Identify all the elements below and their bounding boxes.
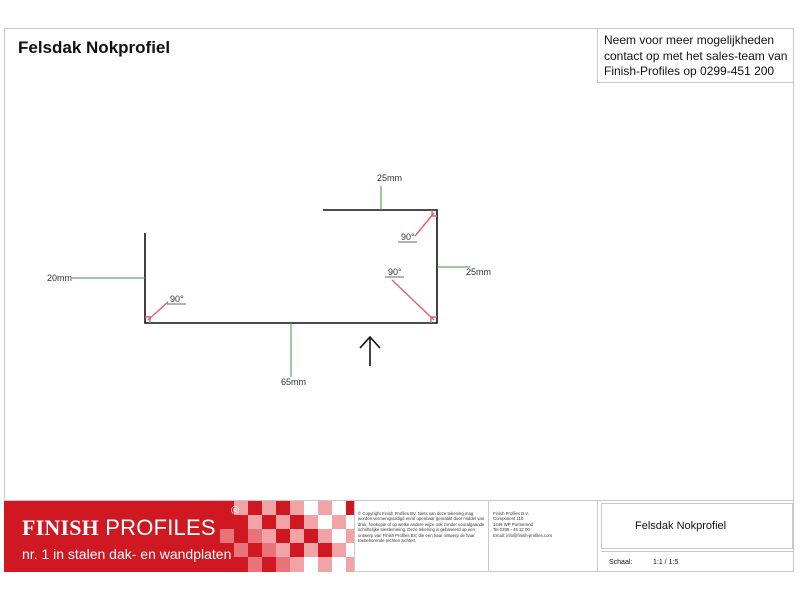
brand-name — [22, 515, 216, 541]
scale-label: Schaal: — [609, 559, 633, 566]
title-block-title: Felsdak Nokprofiel — [601, 503, 793, 549]
dimension-label-top: 25mm — [377, 173, 403, 183]
scale-value: 1:1 / 1:5 — [653, 559, 679, 566]
drawing-title: Felsdak Nokprofiel — [18, 38, 171, 57]
footer-divider — [597, 501, 598, 572]
company-logo — [4, 501, 354, 572]
brand-tagline: nr. 1 in stalen dak- en wandplaten — [22, 546, 232, 562]
angle-label: 90° — [401, 232, 415, 242]
footer-divider — [354, 501, 355, 572]
angle-line — [148, 302, 168, 320]
scale-row — [601, 551, 793, 571]
footer-title-block — [4, 500, 794, 572]
registered-mark: ® — [231, 505, 240, 517]
dimension-label-bottom: 65mm — [281, 377, 307, 387]
address-line: Email: info@finish-profiles.com — [493, 532, 553, 538]
angle-line — [415, 213, 434, 236]
brand-name-part2: PROFILES — [99, 515, 216, 540]
dimension-label-right: 25mm — [466, 267, 492, 277]
company-address — [493, 511, 593, 538]
arrow-up-icon — [360, 337, 380, 366]
address-line: Component 110 — [493, 516, 524, 522]
angle-label: 90° — [170, 294, 184, 304]
angle-line — [392, 280, 434, 320]
footer-divider — [488, 501, 489, 572]
dimension-label-left: 20mm — [47, 273, 73, 283]
address-line: Tel 0299 - 45 12 00 — [493, 527, 530, 533]
brand-name-part1: FINISH — [22, 515, 99, 540]
angle-label: 90° — [388, 267, 402, 277]
address-line: Finish Profiles B.V. — [493, 511, 529, 516]
contact-line: contact op met het sales-team van — [604, 48, 788, 63]
copyright-notice: © Copyright Finish Profiles BV. Niets van deze tekening mag worden vermenigvuldigd en/of openbaar gemaakt door middel van druk, fotokopie of op welke andere wijze ook zonder voorafgaande schriftelijke toestemming. Deze tekening is gebaseerd op een ontwerp van Finish Profiles BV, die een haar ontwerp de haar toebehorende rechten zichtert. — [358, 511, 485, 544]
address-line: 1446 WP Purmerend — [493, 521, 534, 527]
contact-line: Finish-Profiles op 0299-451 200 — [604, 64, 775, 78]
contact-line: Neem voor meer mogelijkheden — [604, 33, 775, 47]
